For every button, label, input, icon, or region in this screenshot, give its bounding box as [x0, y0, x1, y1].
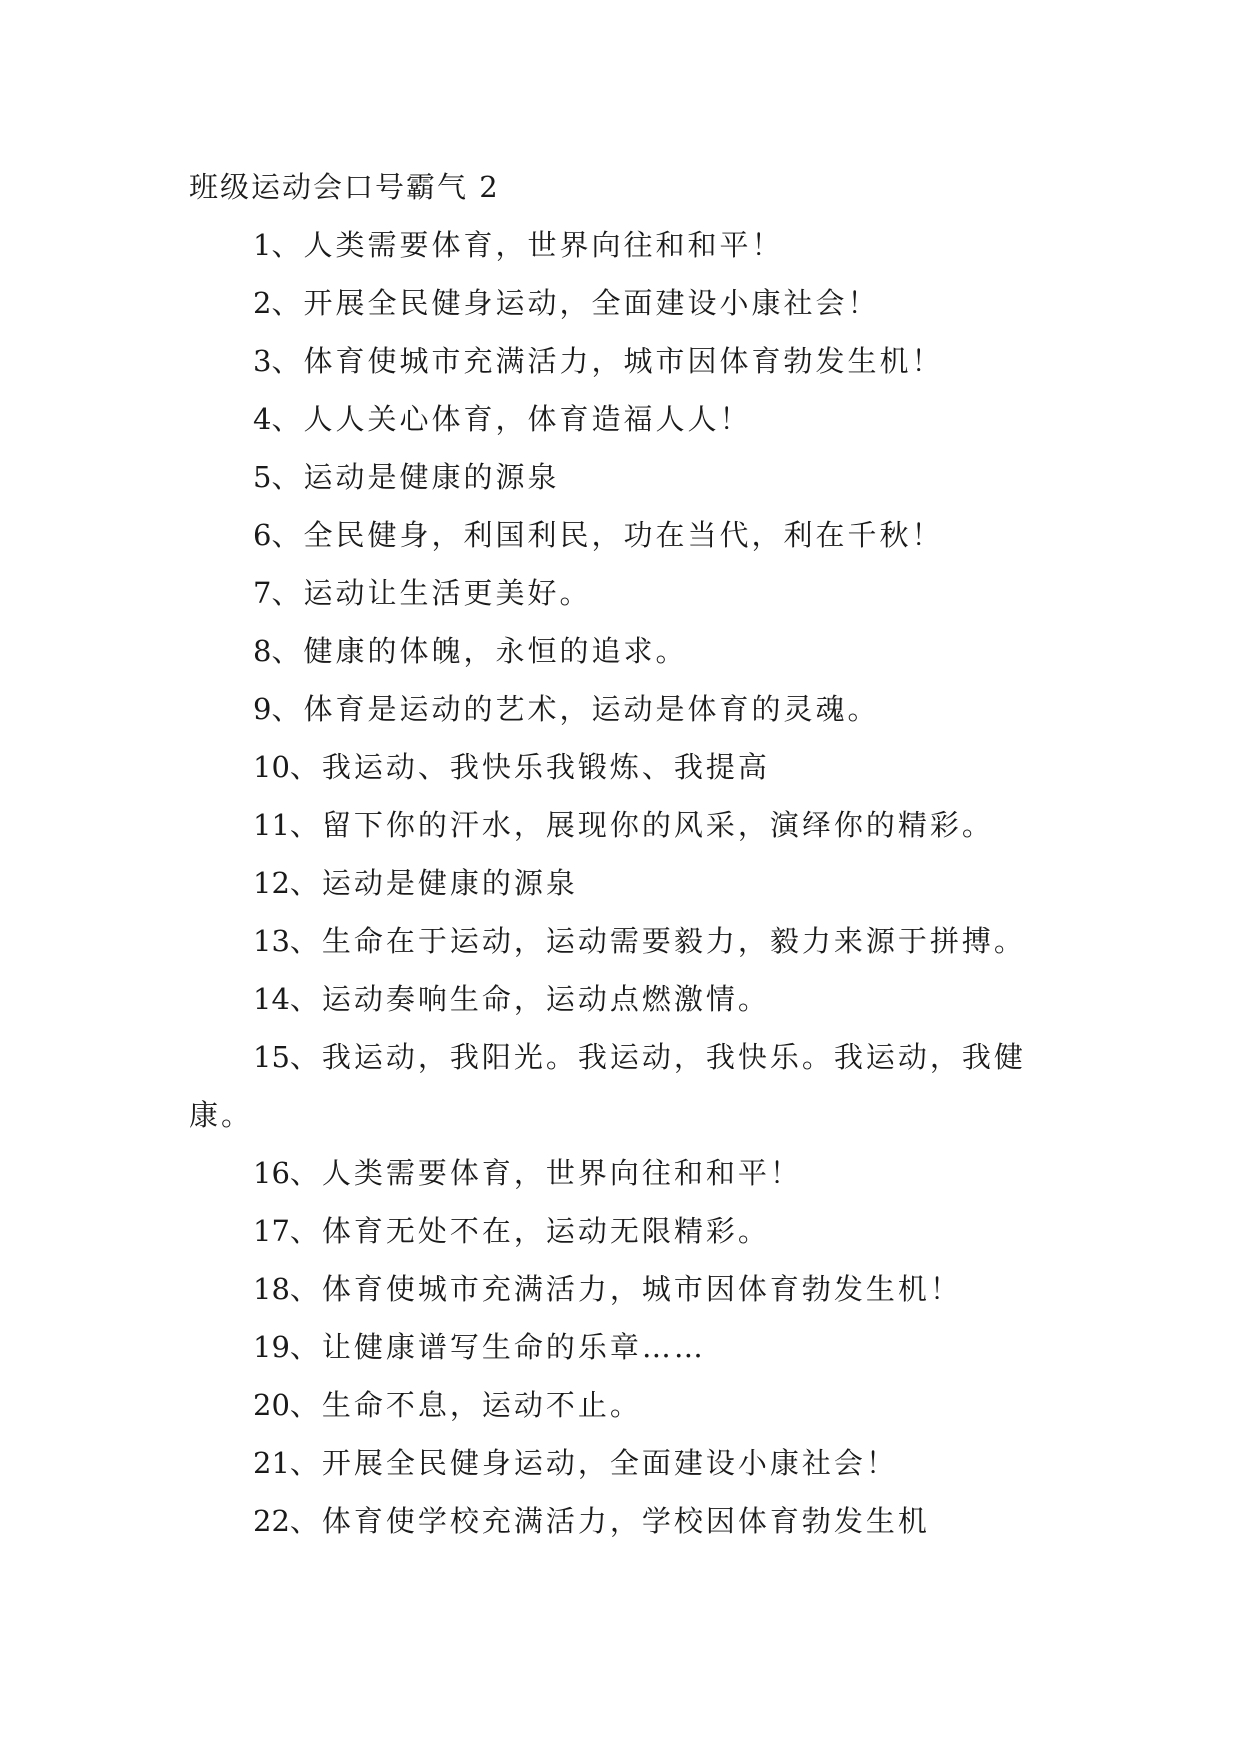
slogan-item: 3、体育使城市充满活力，城市因体育勃发生机！ — [253, 344, 944, 378]
slogan-item: 5、运动是健康的源泉 — [253, 460, 560, 494]
slogan-item: 16、人类需要体育，世界向往和和平！ — [253, 1156, 802, 1190]
slogan-item: 18、体育使城市充满活力，城市因体育勃发生机！ — [253, 1272, 962, 1306]
slogan-item: 10、我运动、我快乐我锻炼、我提高 — [253, 750, 770, 784]
slogan-item: 19、让健康谱写生命的乐章…… — [253, 1330, 706, 1364]
slogan-item: 14、运动奏响生命，运动点燃激情。 — [253, 982, 770, 1016]
document-title: 班级运动会口号霸气 2 — [189, 170, 500, 204]
slogan-item: 13、生命在于运动，运动需要毅力，毅力来源于拼搏。 — [253, 924, 1026, 958]
slogan-item: 21、开展全民健身运动，全面建设小康社会！ — [253, 1446, 898, 1480]
slogan-item: 15、我运动，我阳光。我运动，我快乐。我运动，我健康。 — [189, 1040, 1026, 1132]
slogan-list — [189, 216, 1059, 1550]
slogan-item: 9、体育是运动的艺术，运动是体育的灵魂。 — [253, 692, 880, 726]
slogan-item: 1、人类需要体育，世界向往和和平！ — [253, 228, 784, 262]
slogan-item: 2、开展全民健身运动，全面建设小康社会！ — [253, 286, 880, 320]
slogan-item: 17、体育无处不在，运动无限精彩。 — [253, 1214, 770, 1248]
slogan-item: 4、人人关心体育，体育造福人人！ — [253, 402, 752, 436]
slogan-item: 11、留下你的汗水，展现你的风采，演绎你的精彩。 — [253, 808, 994, 842]
slogan-item: 6、全民健身，利国利民，功在当代，利在千秋！ — [253, 518, 944, 552]
document-body — [189, 158, 1059, 1550]
slogan-item: 20、生命不息，运动不止。 — [253, 1388, 642, 1422]
slogan-item: 7、运动让生活更美好。 — [253, 576, 592, 610]
slogan-item: 8、健康的体魄，永恒的追求。 — [253, 634, 688, 668]
slogan-item: 12、运动是健康的源泉 — [253, 866, 578, 900]
slogan-item: 22、体育使学校充满活力，学校因体育勃发生机 — [253, 1504, 930, 1538]
